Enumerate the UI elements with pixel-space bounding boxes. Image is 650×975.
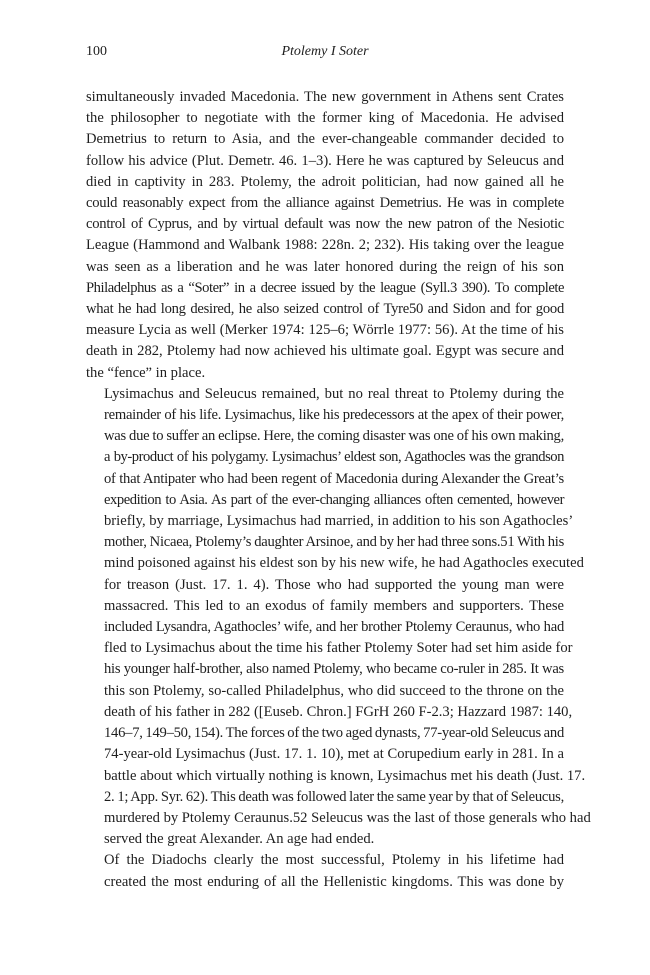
paragraph <box>86 850 564 892</box>
text-line: measure Lycia as well (Merker 1974: 125–6; Wörrle 1977: 56). At the time of his <box>86 322 564 339</box>
text-line: expedition to Asia. As part of the ever-changing alliances often cemented, however <box>104 491 564 508</box>
text-line: was due to suffer an eclipse. Here, the coming disaster was one of his own making, <box>104 428 564 445</box>
text-line: briefly, by marriage, Lysimachus had married, in addition to his son Agathocles’ <box>104 513 574 530</box>
text-line: for treason (Just. 17. 1. 4). Those who had supported the young man were <box>104 576 564 593</box>
text-line: mind poisoned against his eldest son by his new wife, he had Agathocles executed <box>104 555 584 572</box>
text-line: League (Hammond and Walbank 1988: 228n. 2; 232). His taking over the league <box>86 237 564 254</box>
running-header <box>86 44 564 64</box>
text-line: served the great Alexander. An age had ended. <box>104 831 375 848</box>
text-line: control of Cyprus, and by virtual default was now the new patron of the Nesiotic <box>86 216 564 233</box>
text-line: the “fence” in place. <box>86 364 206 381</box>
text-line: simultaneously invaded Macedonia. The new government in Athens sent Crates <box>86 89 564 105</box>
text-line: of that Antipater who had been regent of Macedonia during Alexander the Great’s <box>104 470 564 487</box>
text-line: 2. 1; App. Syr. 62). This death was followed later the same year by that of Seleucus, <box>104 788 564 805</box>
text-line: Philadelphus as a “Soter” in a decree issued by the league (Syll.3 390). To complete <box>86 279 564 296</box>
text-line: battle about which virtually nothing is known, Lysimachus met his death (Just. 17. <box>104 767 586 784</box>
text-line: 146–7, 149–50, 154). The forces of the two aged dynasts, 77-year-old Seleucus and <box>104 725 564 742</box>
text-line: the philosopher to negotiate with the former king of Macedonia. He advised <box>86 110 564 127</box>
text-line: mother, Nicaea, Ptolemy’s daughter Arsinoe, and by her had three sons.51 With his <box>104 534 564 551</box>
text-line: massacred. This led to an exodus of family members and supporters. These <box>104 597 564 614</box>
text-line: included Lysandra, Agathocles’ wife, and her brother Ptolemy Ceraunus, who had <box>104 619 564 636</box>
text-line: created the most enduring of all the Hellenistic kingdoms. This was done by <box>104 873 564 890</box>
paragraph <box>86 384 591 850</box>
page-number: 100 <box>86 44 107 59</box>
paragraph <box>86 87 564 384</box>
text-line: Of the Diadochs clearly the most successful, Ptolemy in his lifetime had <box>104 852 564 869</box>
text-line: Demetrius to return to Asia, and the ever-changeable commander decided to <box>86 131 564 148</box>
text-line: a by-product of his polygamy. Lysimachus’ eldest son, Agathocles was the grandson <box>104 449 564 466</box>
text-line: this son Ptolemy, so-called Philadelphus, who did succeed to the throne on the <box>104 682 564 699</box>
text-line: death in 282, Ptolemy had now achieved his ultimate goal. Egypt was secure and <box>86 343 564 360</box>
text-line: could reasonably expect from the alliance against Demetrius. He was in complete <box>86 195 564 212</box>
body-text <box>86 87 591 893</box>
text-line: 74-year-old Lysimachus (Just. 17. 1. 10), met at Corupedium early in 281. In a <box>104 746 564 763</box>
text-line: was seen as a liberation and he was later honored during the reign of his son <box>86 258 564 275</box>
text-line: fled to Lysimachus about the time his father Ptolemy Soter had set him aside for <box>104 640 573 657</box>
text-line: murdered by Ptolemy Ceraunus.52 Seleucus was the last of those generals who had <box>104 809 591 826</box>
text-line: died in captivity in 283. Ptolemy, the adroit politician, had now gained all he <box>86 173 564 190</box>
text-line: what he had long desired, he also seized control of Tyre50 and Sidon and for good <box>86 301 564 318</box>
text-line: follow his advice (Plut. Demetr. 46. 1–3). Here he was captured by Seleucus and <box>86 152 564 169</box>
text-line: Lysimachus and Seleucus remained, but no real threat to Ptolemy during the <box>104 385 564 402</box>
text-line: his younger half-brother, also named Ptolemy, who became co-ruler in 285. It was <box>104 661 564 678</box>
running-title: Ptolemy I Soter <box>281 44 369 59</box>
text-line: death of his father in 282 ([Euseb. Chron.] FGrH 260 F-2.3; Hazzard 1987: 140, <box>104 703 573 720</box>
text-line: remainder of his life. Lysimachus, like his predecessors at the apex of their power, <box>104 407 564 424</box>
